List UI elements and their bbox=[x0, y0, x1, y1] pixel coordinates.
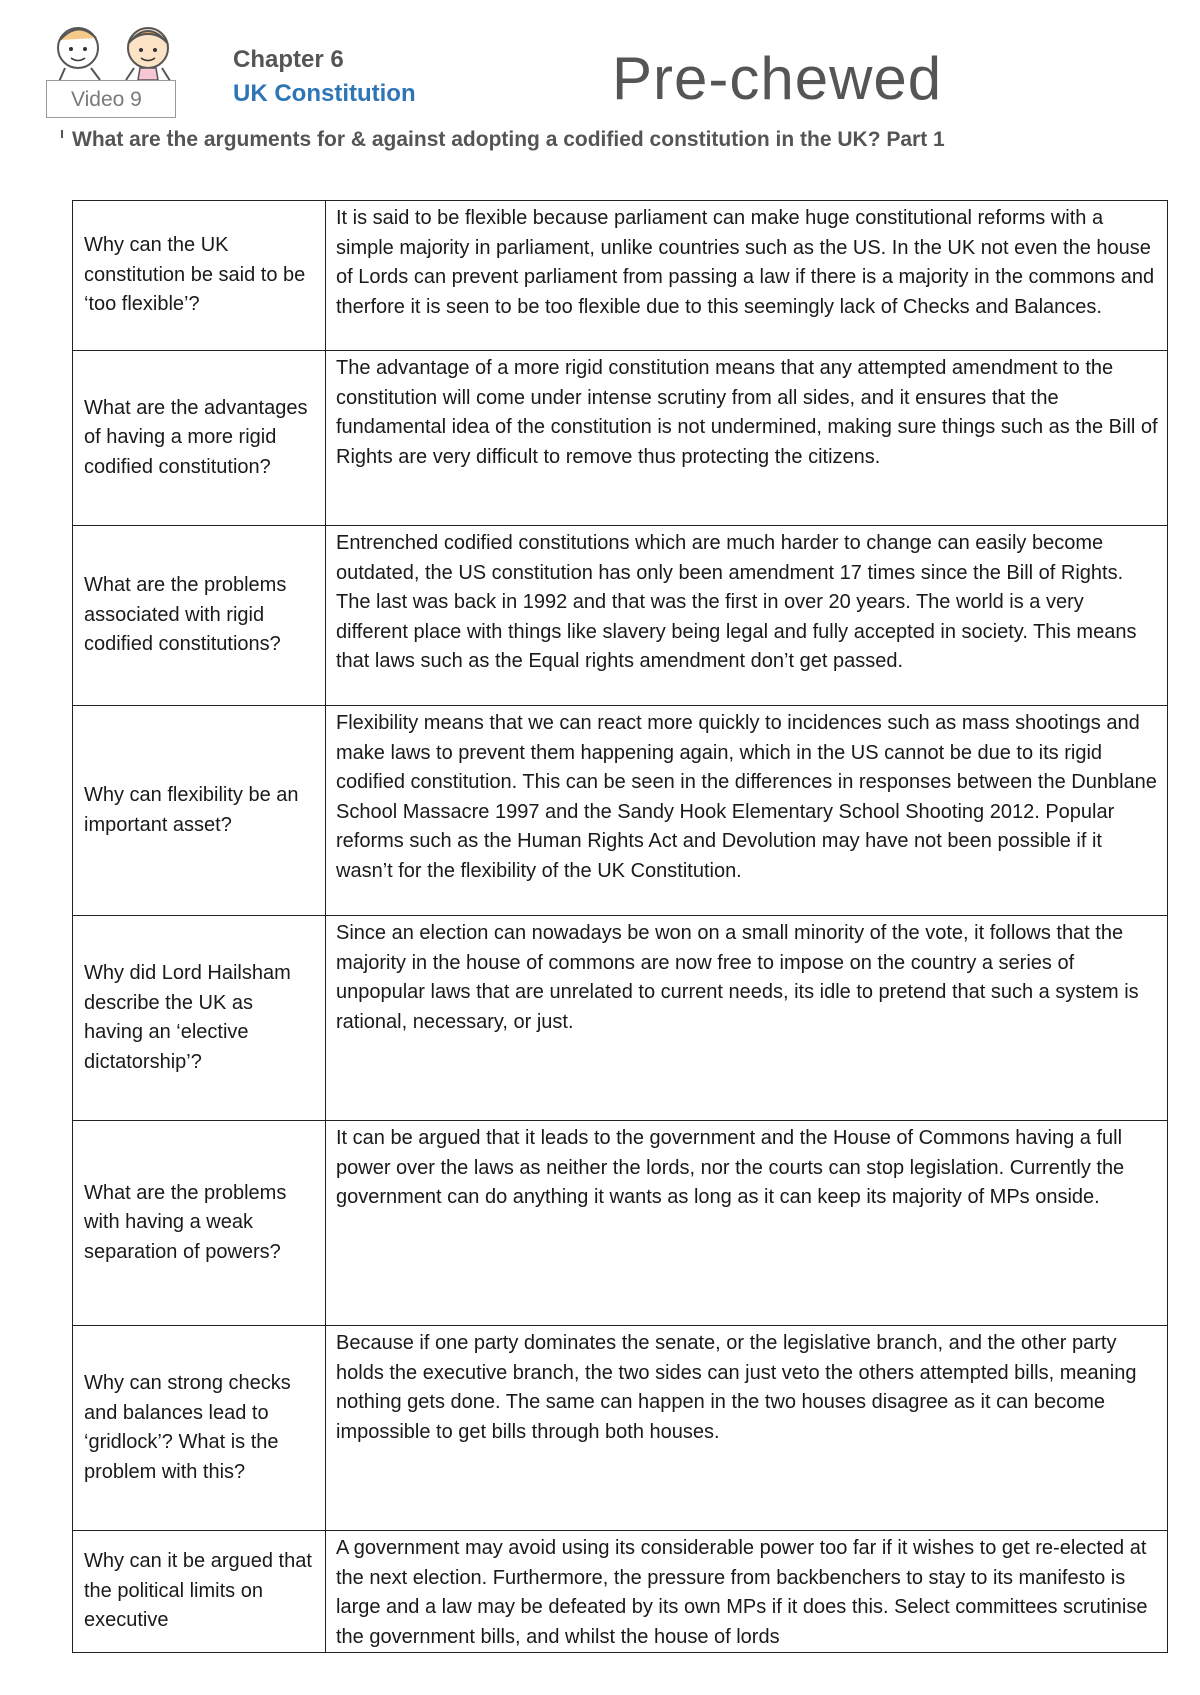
question-text: Why can strong checks and balances lead to ‘gridlock’? What is the problem with this? bbox=[84, 1372, 291, 1483]
answer-text: It is said to be flexible because parliament can make huge constitutional reforms with a simple majority in parliament, unlike countries such as the US. In the UK not even the house of Lords can prevent parliament from passing a law if there is a majority in the commons and therfore it is seen to be too flexible due to this seemingly lack of Checks and Balances. bbox=[336, 207, 1155, 318]
answer-text: Flexibility means that we can react more quickly to incidences such as mass shootings and make laws to prevent them happening again, which in the US cannot be due to its rigid codified constitution. This can be seen in the differences in responses between the Dunblane School Massacre 1997 and the Sandy Hook Elementary School Shooting 2012. Popular reforms such as the Human Rights Act and Devolution may have not been possible if it wasn’t for the flexibility of the UK Constitution. bbox=[336, 712, 1157, 882]
question-cell bbox=[73, 916, 326, 1121]
chapter-title: Chapter 6 bbox=[233, 46, 344, 73]
question-text: What are the advantages of having a more rigid codified constitution? bbox=[84, 396, 308, 478]
answer-cell bbox=[326, 916, 1168, 1121]
question-text: What are the problems associated with rigid codified constitutions? bbox=[84, 574, 287, 656]
main-question: What are the arguments for & against adopting a codified constitution in the UK? Part 1 bbox=[72, 128, 945, 151]
answer-cell bbox=[326, 1531, 1168, 1653]
answer-text: Because if one party dominates the senate, or the legislative branch, and the other party holds the executive branch, the two sides can just veto the others attempted bills, meaning nothing gets done. The same can happen in the two houses disagree as it can become impossible to get bills through both houses. bbox=[336, 1332, 1137, 1443]
answer-text: Since an election can nowadays be won on a small minority of the vote, it follows that the majority in the house of commons are now free to impose on the country a series of unpopular laws that are unrelated to current needs, its idle to pretend that such a system is rational, necessary, or just. bbox=[336, 922, 1139, 1033]
table-row bbox=[73, 706, 1168, 916]
table-row bbox=[73, 1531, 1168, 1653]
question-cell bbox=[73, 1326, 326, 1531]
question-text: Why did Lord Hailsham describe the UK as having an ‘elective dictatorship’? bbox=[84, 962, 291, 1073]
table-row bbox=[73, 1121, 1168, 1326]
question-cell bbox=[73, 1531, 326, 1653]
question-cell bbox=[73, 526, 326, 706]
video-label: Video 9 bbox=[46, 80, 176, 118]
answer-cell bbox=[326, 201, 1168, 351]
question-text: Why can flexibility be an important asset? bbox=[84, 784, 299, 836]
table-row bbox=[73, 526, 1168, 706]
answer-cell bbox=[326, 526, 1168, 706]
answer-cell bbox=[326, 1121, 1168, 1326]
question-cell bbox=[73, 201, 326, 351]
table-row bbox=[73, 916, 1168, 1121]
answer-text: A government may avoid using its considerable power too far if it wishes to get re-elected at the next election. Furthermore, the pressure from backbenchers to stay to its manifesto is large and a law may be defeated by its own MPs if it does this. Select committees scrutinise the government bills, and whilst the house of lords bbox=[336, 1537, 1148, 1648]
answer-text: Entrenched codified constitutions which are much harder to change can easily become outdated, the US constitution has only been amendment 17 times since the Bill of Rights. The last was back in 1992 and that was the first in over 20 years. The world is a very different place with things like slavery being legal and fully accepted in society. This means that laws such as the Equal rights amendment don’t get passed. bbox=[336, 532, 1137, 672]
question-cell bbox=[73, 1121, 326, 1326]
table-row bbox=[73, 351, 1168, 526]
answer-cell bbox=[326, 351, 1168, 526]
page-header bbox=[0, 0, 1200, 170]
answer-text: It can be argued that it leads to the government and the House of Commons having a full power over the laws as neither the lords, nor the courts can stop legislation. Currently the government can do anything it wants as long as it can keep its majority of MPs onside. bbox=[336, 1127, 1125, 1208]
question-text: What are the problems with having a weak separation of powers? bbox=[84, 1181, 287, 1263]
question-cell bbox=[73, 706, 326, 916]
subject-title: UK Constitution bbox=[233, 80, 416, 107]
question-text: Why can it be argued that the political limits on executive bbox=[84, 1550, 312, 1632]
cartoon-children-logo bbox=[40, 18, 190, 138]
answer-cell bbox=[326, 1326, 1168, 1531]
brand-title: Pre-chewed bbox=[612, 45, 943, 112]
table-row bbox=[73, 1326, 1168, 1531]
question-cell bbox=[73, 351, 326, 526]
answer-cell bbox=[326, 706, 1168, 916]
question-text: Why can the UK constitution be said to be ‘too flexible’? bbox=[84, 234, 306, 316]
qa-table bbox=[72, 200, 1168, 1653]
table-row bbox=[73, 201, 1168, 351]
answer-text: The advantage of a more rigid constitution means that any attempted amendment to the constitution will come under intense scrutiny from all sides, and it ensures that the fundamental idea of the constitution is not undermined, making sure things such as the Bill of Rights are very difficult to remove thus protecting the citizens. bbox=[336, 357, 1158, 468]
